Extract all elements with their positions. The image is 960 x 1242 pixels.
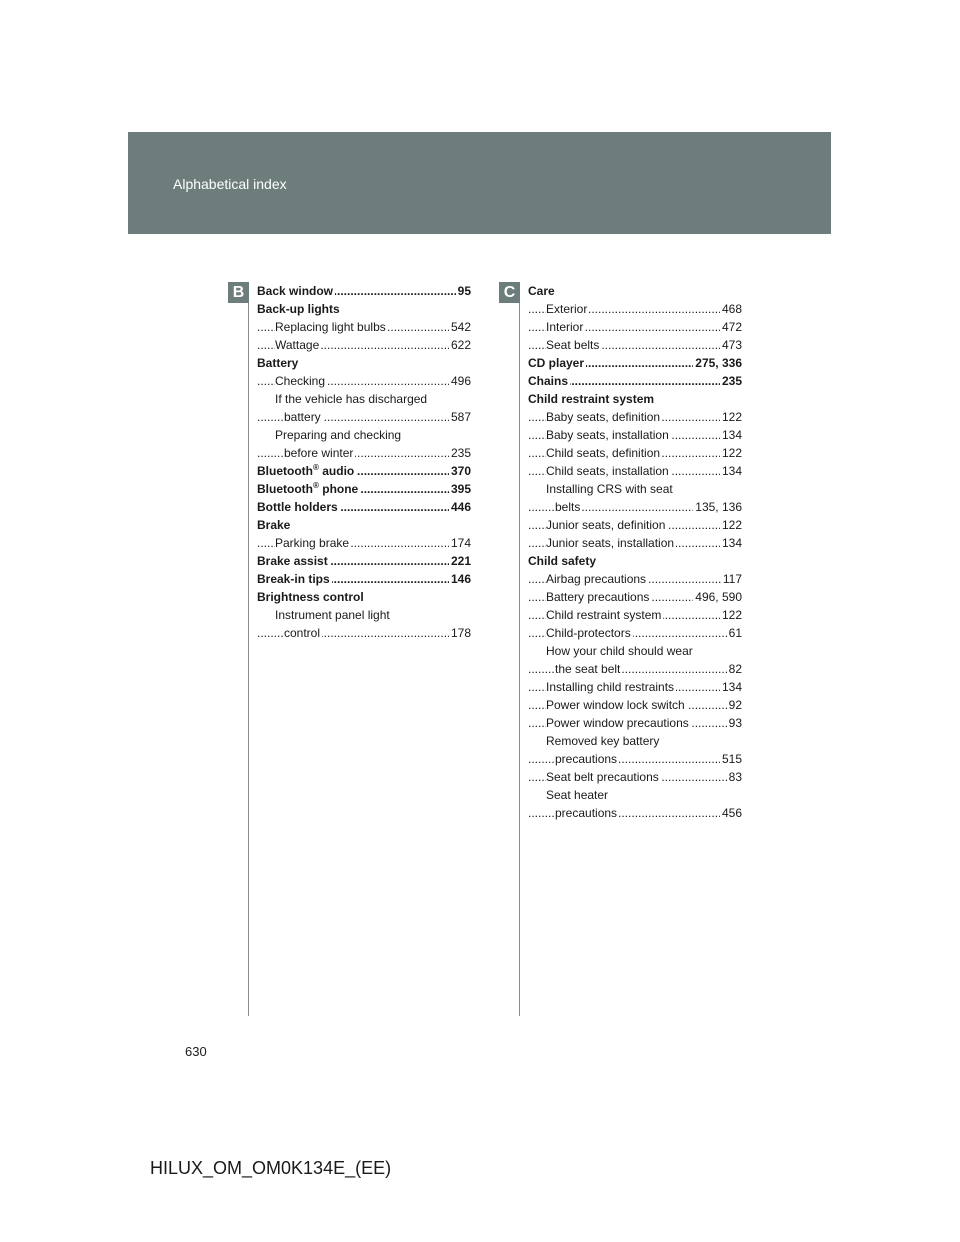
entry-page: 446 bbox=[450, 500, 471, 514]
entry-page: 117 bbox=[722, 572, 742, 586]
entry-text: Replacing light bulbs bbox=[275, 320, 386, 334]
index-entry bbox=[257, 318, 471, 336]
entry-text: Bluetooth® audio bbox=[257, 463, 355, 478]
entry-text: Chains bbox=[528, 374, 569, 388]
entry-text: CD player bbox=[528, 356, 585, 370]
index-entry bbox=[528, 624, 742, 642]
entry-text: Checking bbox=[275, 374, 326, 388]
entry-page: 61 bbox=[728, 626, 742, 640]
entry-text: Seat heater bbox=[546, 788, 609, 802]
entry-text: Power window precautions bbox=[546, 716, 689, 730]
entry-text: Installing child restraints bbox=[546, 680, 675, 694]
entry-text: the seat belt bbox=[555, 662, 621, 676]
index-entry bbox=[257, 372, 471, 390]
entry-text: Baby seats, installation bbox=[546, 428, 669, 442]
index-entry bbox=[528, 642, 742, 660]
index-entry bbox=[528, 480, 742, 498]
entry-text: precautions bbox=[555, 806, 618, 820]
entry-page: 221 bbox=[450, 554, 471, 568]
index-entry bbox=[528, 786, 742, 804]
entry-text: Back window bbox=[257, 284, 334, 298]
entry-page: 468 bbox=[721, 302, 742, 316]
entry-page: 395 bbox=[450, 482, 471, 496]
entry-text: Preparing and checking bbox=[275, 428, 402, 442]
column-divider-right bbox=[519, 282, 520, 1016]
entry-page: 146 bbox=[450, 572, 471, 586]
entry-text: Brake bbox=[257, 518, 291, 532]
index-entry bbox=[528, 354, 742, 372]
index-entry bbox=[528, 678, 742, 696]
entry-page: 122 bbox=[721, 608, 742, 622]
entry-text: If the vehicle has discharged bbox=[275, 392, 428, 406]
entry-page: 134 bbox=[721, 536, 742, 550]
index-entry bbox=[528, 804, 742, 822]
index-column-b bbox=[257, 282, 471, 642]
entry-page: 178 bbox=[450, 626, 471, 640]
index-entry bbox=[257, 408, 471, 426]
index-entry bbox=[528, 516, 742, 534]
document-id: HILUX_OM_OM0K134E_(EE) bbox=[150, 1158, 392, 1178]
index-entry bbox=[257, 606, 471, 624]
entry-text: Instrument panel light bbox=[275, 608, 390, 622]
page-number: 630 bbox=[185, 1044, 207, 1059]
entry-page: 472 bbox=[721, 320, 742, 334]
index-entry bbox=[528, 696, 742, 714]
index-entry bbox=[528, 444, 742, 462]
column-divider-left bbox=[248, 282, 249, 1016]
entry-text: battery bbox=[284, 410, 321, 424]
index-entry bbox=[257, 282, 471, 300]
section-letter-b: B bbox=[228, 282, 249, 303]
registered-mark: ® bbox=[313, 481, 319, 490]
entry-page: 83 bbox=[728, 770, 742, 784]
header-title: Alphabetical index bbox=[173, 176, 287, 192]
index-entry bbox=[257, 336, 471, 354]
entry-text: Airbag precautions bbox=[546, 572, 647, 586]
index-entry bbox=[257, 552, 471, 570]
entry-page: 473 bbox=[721, 338, 742, 352]
entry-page: 92 bbox=[728, 698, 742, 712]
index-entry bbox=[257, 534, 471, 552]
entry-page: 82 bbox=[728, 662, 742, 676]
index-entry bbox=[257, 588, 471, 606]
entry-page: 275, 336 bbox=[695, 356, 742, 370]
entry-text: belts bbox=[555, 500, 581, 514]
entry-page: 370 bbox=[450, 464, 471, 478]
index-entry bbox=[528, 606, 742, 624]
entry-text: Baby seats, definition bbox=[546, 410, 661, 424]
index-entry bbox=[528, 408, 742, 426]
index-entry bbox=[257, 570, 471, 588]
index-entry bbox=[528, 570, 742, 588]
entry-text: Interior bbox=[546, 320, 584, 334]
entry-text: Power window lock switch bbox=[546, 698, 685, 712]
entry-page: 456 bbox=[721, 806, 742, 820]
entry-text: Care bbox=[528, 284, 555, 298]
entry-page: 95 bbox=[457, 284, 471, 298]
index-entry bbox=[257, 516, 471, 534]
index-entry bbox=[528, 336, 742, 354]
index-entry bbox=[528, 732, 742, 750]
entry-text: Battery precautions bbox=[546, 590, 650, 604]
entry-text: Child seats, installation bbox=[546, 464, 669, 478]
index-entry bbox=[528, 552, 742, 570]
entry-page: 496 bbox=[450, 374, 471, 388]
entry-page: 496, 590 bbox=[695, 590, 742, 604]
entry-text: Seat belts bbox=[546, 338, 600, 352]
entry-text: Child seats, definition bbox=[546, 446, 661, 460]
index-entry bbox=[257, 354, 471, 372]
entry-page: 122 bbox=[721, 518, 742, 532]
entry-text: Battery bbox=[257, 356, 299, 370]
entry-text: Child-protectors bbox=[546, 626, 631, 640]
entry-text: Seat belt precautions bbox=[546, 770, 659, 784]
index-entry bbox=[528, 768, 742, 786]
entry-page: 93 bbox=[728, 716, 742, 730]
page-header bbox=[128, 132, 831, 234]
entry-text: Junior seats, installation bbox=[546, 536, 675, 550]
entry-text: Exterior bbox=[546, 302, 588, 316]
index-entry bbox=[528, 714, 742, 732]
registered-mark: ® bbox=[313, 463, 319, 472]
entry-page: 134 bbox=[721, 464, 742, 478]
entry-text: Break-in tips bbox=[257, 572, 330, 586]
entry-text: Removed key battery bbox=[546, 734, 660, 748]
index-entry bbox=[528, 426, 742, 444]
entry-text: Brightness control bbox=[257, 590, 364, 604]
entry-page: 235 bbox=[450, 446, 471, 460]
index-entry bbox=[528, 660, 742, 678]
entry-text: before winter bbox=[284, 446, 354, 460]
index-entry bbox=[528, 390, 742, 408]
entry-page: 134 bbox=[721, 428, 742, 442]
entry-page: 622 bbox=[450, 338, 471, 352]
index-entry bbox=[528, 498, 742, 516]
entry-text: Back-up lights bbox=[257, 302, 340, 316]
index-entry bbox=[257, 462, 471, 480]
index-entry bbox=[257, 480, 471, 498]
entry-text: Parking brake bbox=[275, 536, 350, 550]
entry-page: 515 bbox=[721, 752, 742, 766]
entry-text: Brake assist bbox=[257, 554, 328, 568]
index-entry bbox=[257, 498, 471, 516]
index-entry bbox=[528, 462, 742, 480]
index-entry bbox=[257, 390, 471, 408]
entry-text: Junior seats, definition bbox=[546, 518, 666, 532]
entry-page: 587 bbox=[450, 410, 471, 424]
entry-text: How your child should wear bbox=[546, 644, 693, 658]
entry-page: 235 bbox=[721, 374, 742, 388]
entry-text: Bluetooth® phone bbox=[257, 481, 359, 496]
index-entry bbox=[257, 426, 471, 444]
index-entry bbox=[528, 372, 742, 390]
index-entry bbox=[528, 318, 742, 336]
entry-text: Wattage bbox=[275, 338, 320, 352]
index-entry bbox=[257, 300, 471, 318]
entry-page: 122 bbox=[721, 410, 742, 424]
index-entry bbox=[528, 282, 742, 300]
section-letter-c: C bbox=[499, 282, 520, 303]
index-entry bbox=[257, 624, 471, 642]
entry-page: 134 bbox=[721, 680, 742, 694]
entry-page: 174 bbox=[450, 536, 471, 550]
entry-text: precautions bbox=[555, 752, 618, 766]
entry-text: Installing CRS with seat bbox=[546, 482, 673, 496]
index-entry bbox=[528, 534, 742, 552]
entry-page: 122 bbox=[721, 446, 742, 460]
entry-text: Child restraint system bbox=[528, 392, 655, 406]
index-entry bbox=[528, 300, 742, 318]
index-entry bbox=[528, 588, 742, 606]
entry-text: Child restraint system bbox=[546, 608, 662, 622]
entry-text: Bottle holders bbox=[257, 500, 338, 514]
entry-page: 135, 136 bbox=[695, 500, 742, 514]
index-entry bbox=[257, 444, 471, 462]
index-column-c bbox=[528, 282, 742, 822]
index-entry bbox=[528, 750, 742, 768]
entry-text: control bbox=[284, 626, 321, 640]
entry-text: Child safety bbox=[528, 554, 597, 568]
entry-page: 542 bbox=[450, 320, 471, 334]
